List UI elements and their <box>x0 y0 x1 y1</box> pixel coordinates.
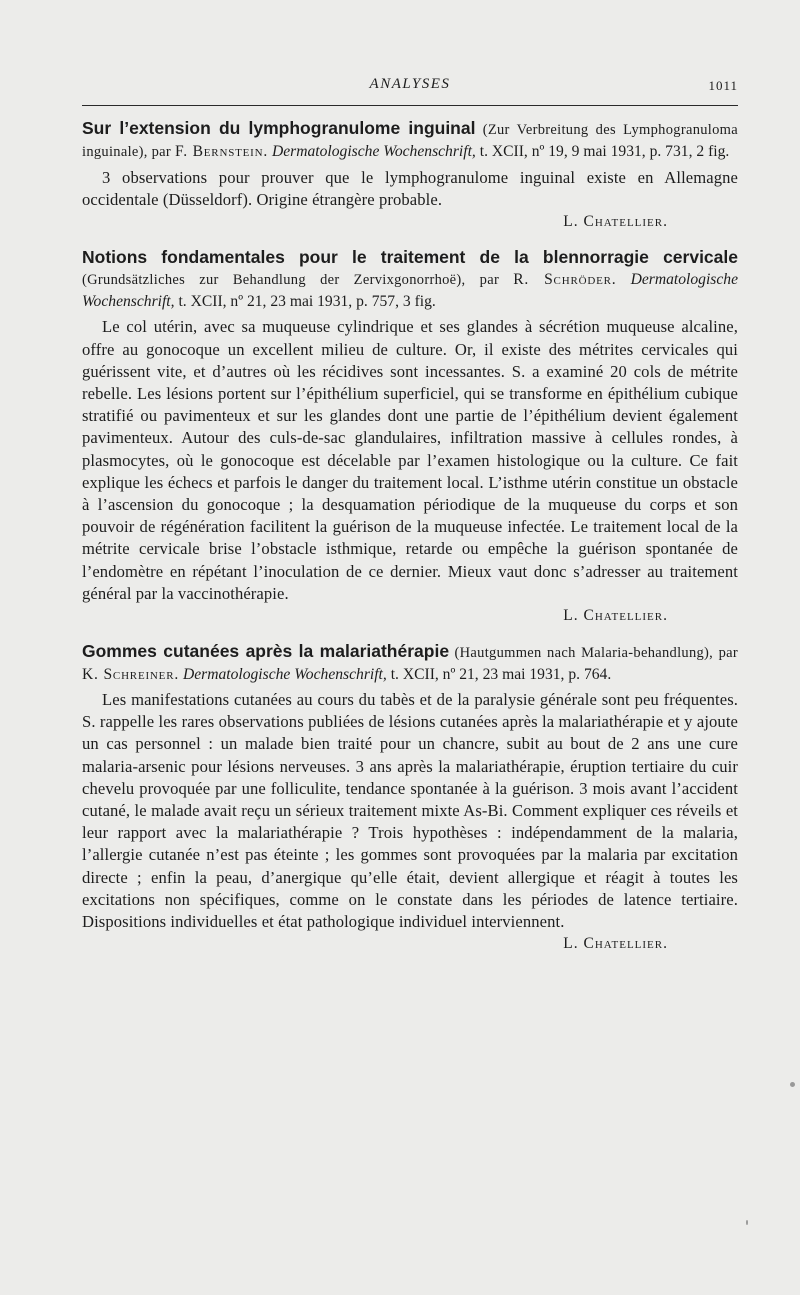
article-journal: Dermatologische Wochenschrift, <box>182 666 387 684</box>
article-body: Les manifestations cutanées au cours du tabès et de la paralysie générale sont peu fréquentes. S. rappelle les rares observations publiées de lésions cutanées après la malariathérapie et y ajoute un cas personnel : un malade bien traité pour un chancre, subit au bout de 2 ans une cure malaria-arsenic pour lésions nerveuses. 3 ans après la malariathérapie, éruption tertiaire du cuir chevelu provoquée par une folliculite, tendance spontanée à la guérison. 3 mois avant l’accident cutané, le malade avait reçu un sérieux traitement mixte As-Bi. Comment expliquer ces réveils et leur rapport avec la malariathérapie ? Trois hypothèses : indépendamment de la malaria, l’allergie cutanée n’est pas éteinte ; les gommes sont provoquées par la malaria par excitation directe ; enfin la peau, d’anergique qu’elle était, devient allergique et réagit à toutes les excitations non spécifiques, comme on le constate dans les périodes de latence tertiaire. Dispositions individuelles et état pathologique individuel interviennent. <box>82 690 738 932</box>
paper-speck <box>746 1220 748 1225</box>
article-reference: (Hautgummen nach Malaria-behandlung), par <box>454 645 738 662</box>
article-body: 3 observations pour prouver que le lymphogranulome inguinal existe en Allemagne occidentale (Düsseldorf). Origine étrangère probable. <box>82 168 738 210</box>
article-author: R. Schröder. <box>513 271 617 289</box>
article-citation: t. XCII, nº 21, 23 mai 1931, p. 764. <box>390 666 612 684</box>
article-title: Notions fondamentales pour le traitement de la blennorragie cervicale <box>82 247 738 268</box>
article-2 <box>82 247 738 625</box>
running-title: ANALYSES <box>369 76 451 92</box>
article-signature: L. Chatellier. <box>563 935 668 953</box>
paper-speck <box>790 1082 795 1087</box>
article-1 <box>82 118 738 231</box>
article-citation: t. XCII, nº 19, 9 mai 1931, p. 731, 2 fig. <box>479 143 730 160</box>
page-number: 1011 <box>708 78 738 93</box>
article-journal: Dermatologische Wochenschrift, <box>271 143 476 160</box>
article-body: Le col utérin, avec sa muqueuse cylindrique et ses glandes à sécrétion muqueuse alcaline, offre au gonocoque un excellent milieu de culture. Or, il existe des métrites cervicales qui guérissent vite, et d’autres où les récidives sont incessantes. S. a examiné 20 cols de métrite rebelle. Les lésions portent sur l’épithélium superficiel, qui se transforme en épithélium cubique stratifié ou pavimenteux et sur les glandes dont une partie de l’épithélium devient également pavimenteux. Autour des culs-de-sac glandulaires, infiltration massive à cellules rondes, à plasmocytes, où le gonocoque est décelable par l’examen histologique ou la culture. Ce fait explique les échecs et parfois le danger du traitement local. L’isthme utérin constitue un obstacle à l’ascension du gonocoque ; la desquamation périodique de la muqueuse du corps et son pouvoir de régénération facilitent la guérison de la muqueuse infectée. Le traitement local de la métrite cervicale brise l’obstacle isthmique, retarde ou empêche la guérison spontanée de l’endomètre en répétant l’inoculation de ce dernier. Mieux vaut donc s’adresser au traitement général par la vaccinothérapie. <box>82 317 738 603</box>
article-3 <box>82 641 738 953</box>
article-signature: L. Chatellier. <box>563 607 668 625</box>
article-author: F. Bernstein. <box>174 143 269 160</box>
article-author: K. Schreiner. <box>82 666 180 684</box>
article-reference: (Zur Verbreitung des Lymphogranuloma inguinale), par <box>82 122 738 160</box>
article-heading <box>82 118 738 163</box>
article-list <box>82 118 738 969</box>
article-title: Sur l’extension du lymphogranulome inguinal <box>82 118 476 138</box>
article-heading <box>82 641 738 685</box>
article-journal: Dermatologische Wochenschrift, <box>82 271 738 311</box>
article-reference: (Grundsätzliches zur Behandlung der Zervixgonorrhoë), par <box>82 272 500 289</box>
article-citation: t. XCII, nº 21, 23 mai 1931, p. 757, 3 fig. <box>178 293 436 311</box>
article-signature: L. Chatellier. <box>563 213 668 231</box>
article-heading <box>82 247 738 312</box>
article-title: Gommes cutanées après la malariathérapie <box>82 641 450 662</box>
running-head <box>82 76 738 98</box>
header-rule <box>82 105 738 106</box>
